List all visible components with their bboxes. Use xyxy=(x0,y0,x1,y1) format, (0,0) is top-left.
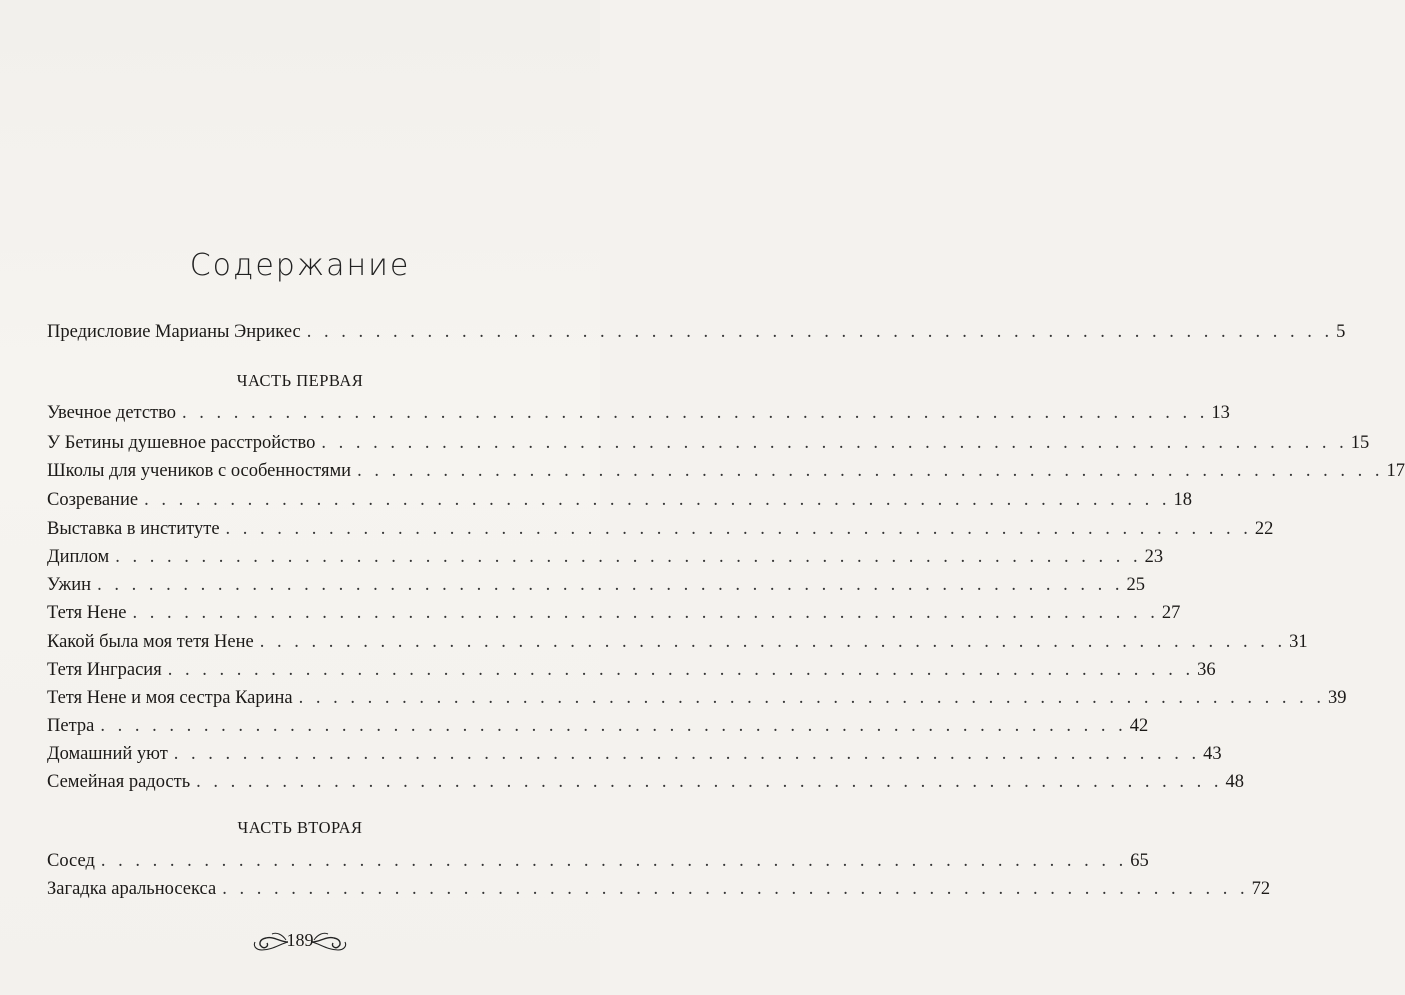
leader-dots: . . . . . . . . . . . . . . . . . . . . . . . . . . . . . . . . . . . . . . . . . . . . . . . . . . . . . . . . . . . . xyxy=(100,851,1128,871)
toc-entry xyxy=(47,542,1164,572)
toc-entry-label: Сосед xyxy=(47,851,95,871)
leader-dots: . . . . . . . . . . . . . . . . . . . . . . . . . . . . . . . . . . . . . . . . . . . . . . . . . . . . . . . . . . . . xyxy=(225,519,1252,539)
toc-entry-label: Выставка в институте xyxy=(47,519,220,539)
toc-entry-page: 17 xyxy=(1386,461,1405,481)
toc-entry-page: 22 xyxy=(1254,519,1274,539)
leader-dots: . . . . . . . . . . . . . . . . . . . . . . . . . . . . . . . . . . . . . . . . . . . . . . . . . . . . . . . . . . . . xyxy=(167,660,1195,680)
toc-entry xyxy=(47,846,1149,876)
page-number: 189 xyxy=(286,930,314,950)
toc-entry-page: 72 xyxy=(1251,879,1271,899)
toc-entry-label: Созревание xyxy=(47,490,139,510)
toc-entry-page: 39 xyxy=(1328,688,1347,708)
toc-entry-label: У Бетины душевное расстройство xyxy=(47,433,316,453)
page-title: Содержание xyxy=(189,248,411,283)
toc-entry-page: 15 xyxy=(1350,433,1370,453)
part-heading-1: ЧАСТЬ ПЕРВАЯ xyxy=(236,371,364,390)
leader-dots: . . . . . . . . . . . . . . . . . . . . . . . . . . . . . . . . . . . . . . . . . . . . . . . . . . . . . . . . . . . . xyxy=(259,632,1287,652)
toc-entry-preface xyxy=(47,317,1346,347)
toc-entry-page: 48 xyxy=(1225,772,1245,792)
toc-entry-label: Петра xyxy=(47,716,95,736)
toc-entry-label: Тетя Нене и моя сестра Карина xyxy=(47,688,293,708)
leader-dots: . . . . . . . . . . . . . . . . . . . . . . . . . . . . . . . . . . . . . . . . . . . . . . . . . . . . . . . . . . . . xyxy=(298,688,1326,708)
toc-entry-page: 43 xyxy=(1203,744,1222,764)
toc-entry xyxy=(47,739,1222,769)
leader-dots: . . . . . . . . . . . . . . . . . . . . . . . . . . . . . . . . . . . . . . . . . . . . . . . . . . . . . . . . . . . . xyxy=(222,879,1249,899)
toc-entry xyxy=(47,456,1405,486)
toc-entry-label: Увечное детство xyxy=(47,403,176,423)
leader-dots: . . . . . . . . . . . . . . . . . . . . . . . . . . . . . . . . . . . . . . . . . . . . . . . . . . . . . . . . . . . . xyxy=(306,322,1334,342)
leader-dots: . . . . . . . . . . . . . . . . . . . . . . . . . . . . . . . . . . . . . . . . . . . . . . . . . . . . . . . . . . . . xyxy=(182,403,1209,423)
toc-entry xyxy=(47,767,1245,797)
toc-entry xyxy=(47,627,1308,657)
toc-entry xyxy=(47,428,1370,458)
flourish-right-icon xyxy=(310,926,350,956)
leader-dots: . . . . . . . . . . . . . . . . . . . . . . . . . . . . . . . . . . . . . . . . . . . . . . . . . . . . . . . . . . . . xyxy=(115,547,1142,567)
toc-entry-label: Загадка аральносекса xyxy=(47,879,217,899)
leader-dots: . . . . . . . . . . . . . . . . . . . . . . . . . . . . . . . . . . . . . . . . . . . . . . . . . . . . . . . . . . . . xyxy=(132,603,1159,623)
toc-entry-label: Диплом xyxy=(47,547,110,567)
toc-entry xyxy=(47,398,1230,428)
toc-entry-label: Тетя Инграсия xyxy=(47,660,162,680)
leader-dots: . . . . . . . . . . . . . . . . . . . . . . . . . . . . . . . . . . . . . . . . . . . . . . . . . . . . . . . . . . . . xyxy=(100,716,1127,736)
toc-entry-page: 36 xyxy=(1197,660,1216,680)
toc-entry xyxy=(47,485,1192,515)
part-heading-2: ЧАСТЬ ВТОРАЯ xyxy=(237,818,363,837)
toc-entry xyxy=(47,514,1274,544)
toc-entry xyxy=(47,570,1145,600)
toc-entry xyxy=(47,874,1271,904)
toc-entry-label: Школы для учеников с особенностями xyxy=(47,461,352,481)
toc-entry-label: Семейная радость xyxy=(47,772,191,792)
toc-entry xyxy=(47,683,1347,713)
leader-dots: . . . . . . . . . . . . . . . . . . . . . . . . . . . . . . . . . . . . . . . . . . . . . . . . . . . . . . . . . . . . xyxy=(173,744,1201,764)
toc-entry-page: 31 xyxy=(1289,632,1308,652)
toc-entry-label: Ужин xyxy=(47,575,92,595)
leader-dots: . . . . . . . . . . . . . . . . . . . . . . . . . . . . . . . . . . . . . . . . . . . . . . . . . . . . . . . . . . . . xyxy=(321,433,1348,453)
leader-dots: . . . . . . . . . . . . . . . . . . . . . . . . . . . . . . . . . . . . . . . . . . . . . . . . . . . . . . . . . . . . xyxy=(144,490,1171,510)
leader-dots: . . . . . . . . . . . . . . . . . . . . . . . . . . . . . . . . . . . . . . . . . . . . . . . . . . . . . . . . . . . . xyxy=(97,575,1124,595)
toc-entry-page: 5 xyxy=(1336,322,1346,342)
toc-entry-label: Какой была моя тетя Нене xyxy=(47,632,254,652)
page-folio xyxy=(0,926,600,956)
toc-entry-page: 65 xyxy=(1130,851,1149,871)
toc-entry-page: 25 xyxy=(1126,575,1145,595)
toc-entry-label: Предисловие Марианы Энрикес xyxy=(47,322,301,342)
toc-entry-label: Тетя Нене xyxy=(47,603,127,623)
toc-entry-page: 42 xyxy=(1129,716,1149,736)
toc-entry-page: 18 xyxy=(1173,490,1192,510)
toc-entry-page: 27 xyxy=(1161,603,1181,623)
toc-entry-page: 13 xyxy=(1211,403,1230,423)
leader-dots: . . . . . . . . . . . . . . . . . . . . . . . . . . . . . . . . . . . . . . . . . . . . . . . . . . . . . . . . . . . . xyxy=(196,772,1223,792)
leader-dots: . . . . . . . . . . . . . . . . . . . . . . . . . . . . . . . . . . . . . . . . . . . . . . . . . . . . . . . . . . . . xyxy=(357,461,1384,481)
toc-entry-page: 23 xyxy=(1144,547,1164,567)
toc-entry xyxy=(47,711,1149,741)
toc-entry xyxy=(47,598,1181,628)
toc-entry xyxy=(47,655,1216,685)
toc-entry-label: Домашний уют xyxy=(47,744,168,764)
